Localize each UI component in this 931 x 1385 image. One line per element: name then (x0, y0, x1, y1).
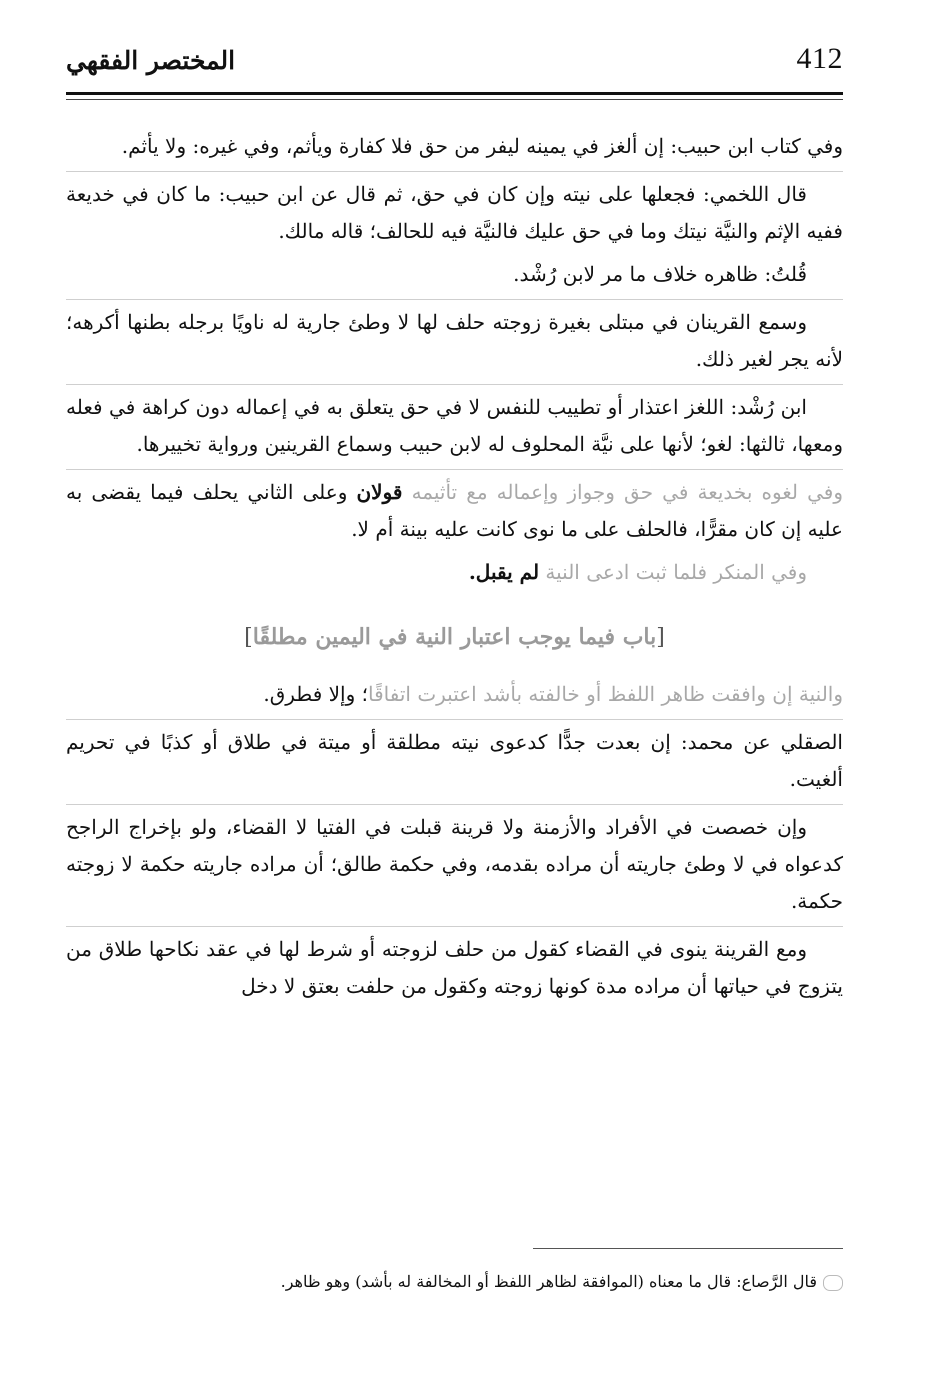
paragraph-lughz-khadia (66, 469, 843, 548)
paragraph-text: ؛ وإلا فطرق. (263, 682, 368, 706)
page-number: 412 (796, 42, 843, 75)
footnote-divider (533, 1248, 843, 1249)
paragraph-khassasat: وإن خصصت في الأفراد والأزمنة ولا قرينة قبلت في الفتيا لا القضاء، ولو بإخراج الراجح كدعواه في لا وطئ جاريته أن مراده بقدمه، وفي حكمة طالق؛ أن مراده جاريته حكمة لا زوجته حكمة. (66, 804, 843, 920)
paragraph-lakhmi: قال اللخمي: فجعلها على نيته وإن كان في حق، ثم قال عن ابن حبيب: ما كان في خديعة ففيه الإثم والنيَّة نيتك وما في حق عليك فالنيَّة فيه للحالف؛ قاله مالك. (66, 171, 843, 250)
book-title: المختصر الفقهي (66, 46, 236, 75)
paragraph-ibn-habib: وفي كتاب ابن حبيب: إن ألغز في يمينه ليفر من حق فلا كفارة ويأثم، وفي غيره: ولا يأثم. (121, 134, 843, 158)
paragraph-text: وعلى الثاني يحلف فيما يقضى به عليه إن كان مقرًّا، فالحلف على ما نوى كانت عليه بينة أم لا. (66, 480, 843, 541)
paragraph-ibn-rushd: ابن رُشْد: اللغز اعتذار أو تطييب للنفس لا في حق يتعلق به في إعماله دون كراهة في فعله ومعها، ثالثها: لغو؛ لأنها على نيَّة المحلوف له لابن حبيب وسماع القرينين ورواية تخييرها. (66, 384, 843, 463)
paragraph-qarina: ومع القرينة ينوى في القضاء كقول من حلف لزوجته أو شرط لها في عقد نكاحها طلاق من يتزوج في حياتها أن مراده مدة كونها زوجته وكقول من حلفت بعتق لا دخل (66, 926, 843, 1005)
paragraph-niyya (66, 676, 843, 713)
footnote (66, 1268, 843, 1296)
faded-text: وفي المنكر فلما ثبت ادعى النية (545, 560, 807, 584)
paragraph-qarinan: وسمع القرينان في مبتلى بغيرة زوجته حلف لها لا وطئ جارية له ناويًا برجله بطنها أكرهه؛ لأنه يجر لغير ذلك. (66, 299, 843, 378)
heading-bracket-open: [ (656, 625, 665, 650)
bold-term: لم يقبل. (468, 560, 540, 584)
bold-term: قولان (356, 480, 403, 504)
paragraph-qultu: قُلتُ: ظاهره خلاف ما مر لابن رُشْد. (513, 262, 807, 286)
faded-text: وفي لغوه بخديعة في حق وجواز وإعماله مع تأثيمه (411, 480, 843, 504)
heading-bracket-close: ] (244, 625, 253, 650)
page-header (66, 40, 843, 95)
footnote-marker (823, 1275, 843, 1291)
section-heading-text: باب فيما يوجب اعتبار النية في اليمين مطلقًا (252, 624, 657, 650)
footnote-text: قال الرَّصاع: قال ما معناه (الموافقة لظاهر اللفظ أو المخالفة له بأشد) وهو ظاهر. (280, 1272, 817, 1291)
paragraph-siqilli: الصقلي عن محمد: إن بعدت جدًّا كدعوى نيته مطلقة أو ميتة في طلاق أو كذبًا في تحريم ألغيت. (66, 719, 843, 798)
page-body (66, 128, 843, 1011)
faded-text: والنية إن وافقت ظاهر اللفظ أو خالفته بأشد اعتبرت اتفاقًا (367, 682, 843, 706)
paragraph-munkir (66, 554, 843, 591)
section-heading (66, 617, 843, 658)
